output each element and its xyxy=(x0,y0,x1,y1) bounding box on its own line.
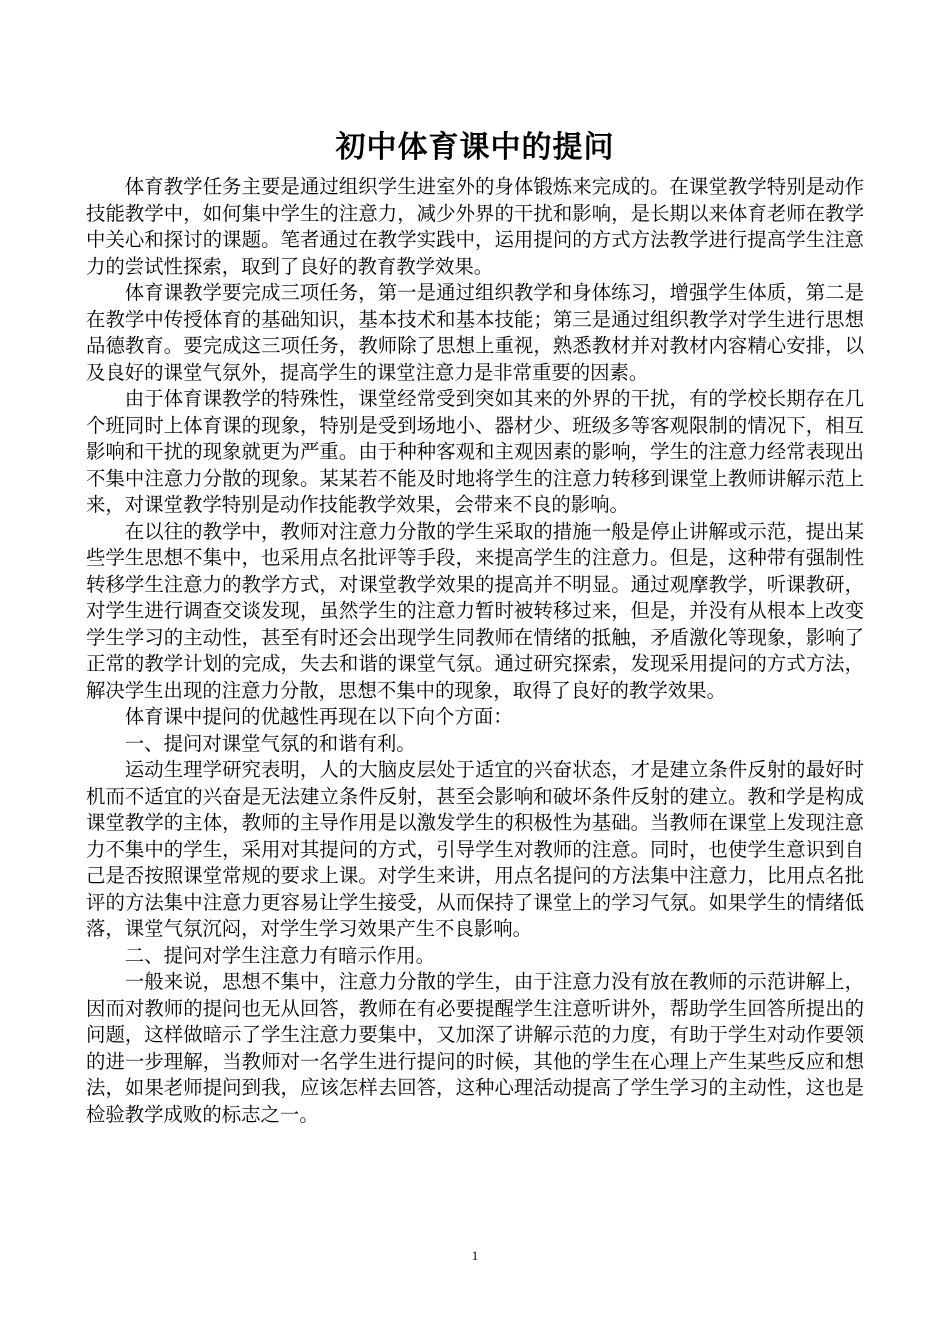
paragraph: 运动生理学研究表明，人的大脑皮层处于适宜的兴奋状态，才是建立条件反射的最好时机而不适宜的兴奋是无法建立条件反射，甚至会影响和破坏条件反射的建立。教和学是构成课堂教学的主体，教师的主导作用是以激发学生的积极性为基础。当教师在课堂上发现注意力不集中的学生，采用对其提问的方式，引导学生对教师的注意。同时，也使学生意识到自己是否按照课堂常规的要求上课。对学生来讲，用点名提问的方法集中注意力，比用点名批评的方法集中注意力更容易让学生接受，从而保持了课堂上的学习气氛。如果学生的情绪低落，课堂气氛沉闷，对学生学习效果产生不良影响。 xyxy=(86,758,864,940)
paragraph: 在以往的教学中，教师对注意力分散的学生采取的措施一般是停止讲解或示范，提出某些学生思想不集中，也采用点名批评等手段，来提高学生的注意力。但是，这种带有强制性转移学生注意力的教学方式，对课堂教学效果的提高并不明显。通过观摩教学，听课教研，对学生进行调查交谈发现，虽然学生的注意力暂时被转移过来，但是，并没有从根本上改变学生学习的主动性，甚至有时还会出现学生同教师在情绪的抵触，矛盾激化等现象，影响了正常的教学计划的完成，失去和谐的课堂气氛。通过研究探索，发现采用提问的方式方法，解决学生出现的注意力分散，思想不集中的现象，取得了良好的教学效果。 xyxy=(86,519,864,702)
document-title: 初中体育课中的提问 xyxy=(335,130,615,165)
page-number: 1 xyxy=(471,1248,479,1263)
section-heading: 二、提问对学生注意力有暗示作用。 xyxy=(124,943,436,967)
paragraph: 体育课教学要完成三项任务，第一是通过组织教学和身体练习，增强学生体质，第二是在教学中传授体育的基础知识，基本技术和基本技能；第三是通过组织教学对学生进行思想品德教育。要完成这三项任务，教师除了思想上重视，熟悉教材并对教材内容精心安排，以及良好的课堂气氛外，提高学生的课堂注意力是非常重要的因素。 xyxy=(86,281,864,384)
section-heading: 一、提问对课堂气氛的和谐有利。 xyxy=(124,731,416,755)
paragraph: 一般来说，思想不集中，注意力分散的学生，由于注意力没有放在教师的示范讲解上，因而对教师的提问也无从回答，教师在有必要提醒学生注意听讲外，帮助学生回答所提出的问题，这样做暗示了学生注意力要集中，又加深了讲解示范的力度，有助于学生对动作要领的进一步理解，当教师对一名学生进行提问的时候，其他的学生在心理上产生某些反应和想法，如果老师提问到我，应该怎样去回答，这种心理活动提高了学生学习的主动性，这也是检验教学成败的标志之一。 xyxy=(86,970,864,1126)
paragraph: 体育课中提问的优越性再现在以下向个方面： xyxy=(124,705,513,728)
paragraph: 由于体育课教学的特殊性，课堂经常受到突如其来的外界的干扰，有的学校长期存在几个班同时上体育课的现象，特别是受到场地小、器材少、班级多等客观限制的情况下，相互影响和干扰的现象就更为严重。由于种种客观和主观因素的影响，学生的注意力经常表现出不集中注意力分散的现象。某某若不能及时地将学生的注意力转移到课堂上教师讲解示范上来，对课堂教学特别是动作技能教学效果，会带来不良的影响。 xyxy=(86,387,864,516)
document-body xyxy=(86,174,864,1128)
paragraph: 体育教学任务主要是通过组织学生进室外的身体锻炼来完成的。在课堂教学特别是动作技能教学中，如何集中学生的注意力，减少外界的干扰和影响，是长期以来体育老师在教学中关心和探讨的课题。笔者通过在教学实践中，运用提问的方式方法教学进行提高学生注意力的尝试性探索，取到了良好的教育教学效果。 xyxy=(86,175,864,278)
